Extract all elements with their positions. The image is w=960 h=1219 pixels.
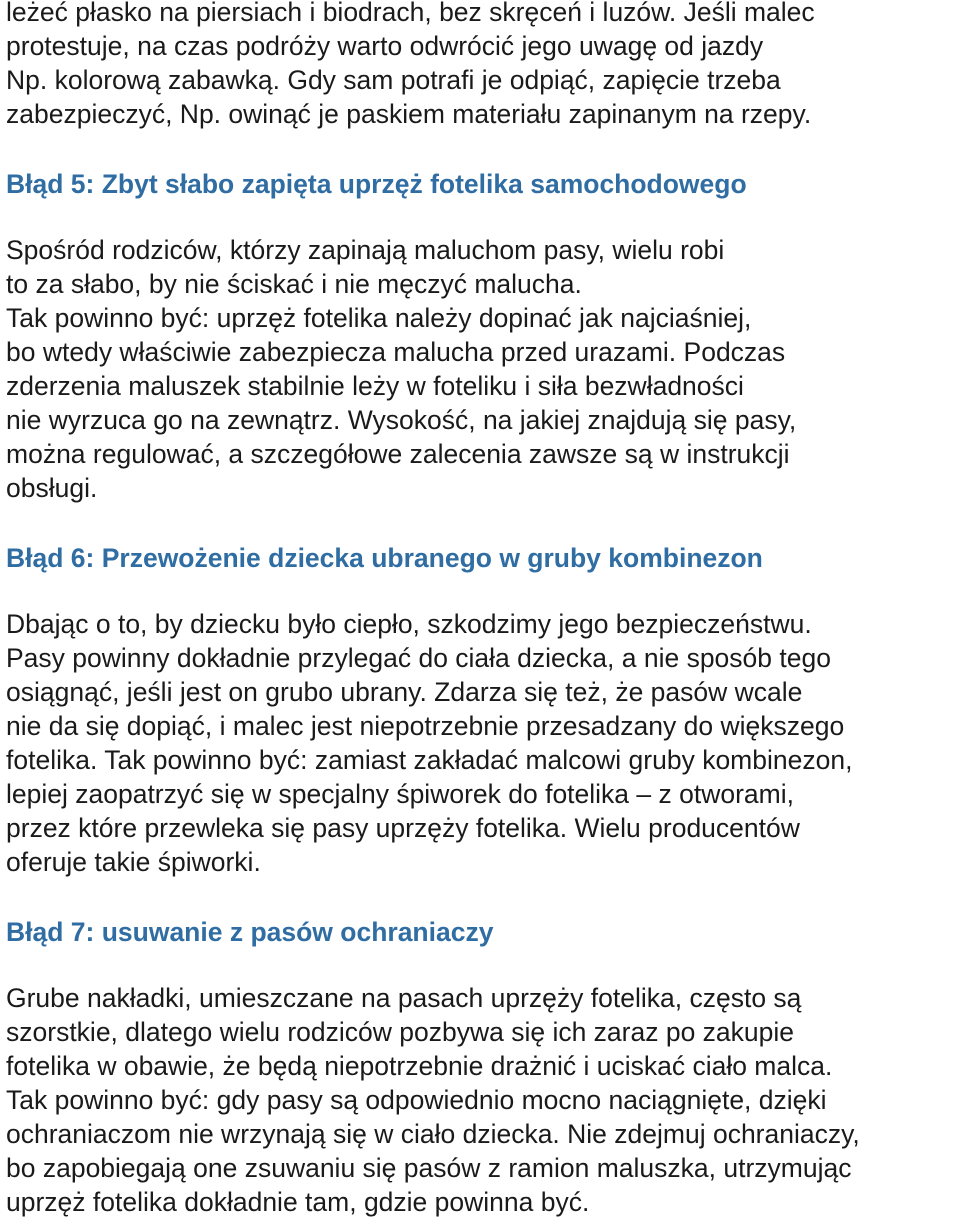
text-line: Dbając o to, by dziecku było ciepło, szkodzimy jego bezpieczeństwu. xyxy=(6,609,812,639)
text-line: Tak powinno być: gdy pasy są odpowiednio mocno naciągnięte, dzięki xyxy=(6,1085,827,1115)
text-line: osiągnąć, jeśli jest on grubo ubrany. Zdarza się też, że pasów wcale xyxy=(6,677,803,707)
text-line: przez które przewleka się pasy uprzęży fotelika. Wielu producentów xyxy=(6,813,800,843)
section-paragraph-error-7 xyxy=(6,981,958,1219)
text-line: nie da się dopiąć, i malec jest niepotrzebnie przesadzany do większego xyxy=(6,711,845,741)
text-line: Np. kolorową zabawką. Gdy sam potrafi je odpiąć, zapięcie trzeba xyxy=(6,65,781,95)
text-line: oferuje takie śpiworki. xyxy=(6,847,261,877)
section-paragraph-error-6 xyxy=(6,607,958,879)
section-heading-error-7: Błąd 7: usuwanie z pasów ochraniaczy xyxy=(6,917,494,947)
intro-paragraph xyxy=(6,0,958,131)
text-line: fotelika. Tak powinno być: zamiast zakładać malcowi gruby kombinezon, xyxy=(6,745,853,775)
text-line: bo wtedy właściwie zabezpiecza malucha przed urazami. Podczas xyxy=(6,337,786,367)
text-line: to za słabo, by nie ściskać i nie męczyć malucha. xyxy=(6,269,582,299)
section-heading-error-5: Błąd 5: Zbyt słabo zapięta uprzęż fotelika samochodowego xyxy=(6,169,747,199)
text-line: szorstkie, dlatego wielu rodziców pozbywa się ich zaraz po zakupie xyxy=(6,1017,795,1047)
text-line: bo zapobiegają one zsuwaniu się pasów z ramion maluszka, utrzymując xyxy=(6,1153,852,1183)
text-line: protestuje, na czas podróży warto odwrócić jego uwagę od jazdy xyxy=(6,31,764,61)
text-line: Spośród rodziców, którzy zapinają maluchom pasy, wielu robi xyxy=(6,235,725,265)
text-line: Grube nakładki, umieszczane na pasach uprzęży fotelika, często są xyxy=(6,983,802,1013)
section-paragraph-error-5 xyxy=(6,233,958,505)
text-line: uprzęż fotelika dokładnie tam, gdzie powinna być. xyxy=(6,1187,590,1217)
text-line: można regulować, a szczegółowe zalecenia zawsze są w instrukcji xyxy=(6,439,790,469)
text-line: zderzenia maluszek stabilnie leży w foteliku i siła bezwładności xyxy=(6,371,744,401)
document-page xyxy=(6,0,958,1219)
text-line: zabezpieczyć, Np. owinąć je paskiem materiału zapinanym na rzepy. xyxy=(6,99,812,129)
text-line: ochraniaczom nie wrzynają się w ciało dziecka. Nie zdejmuj ochraniaczy, xyxy=(6,1119,860,1149)
text-line: Pasy powinny dokładnie przylegać do ciała dziecka, a nie sposób tego xyxy=(6,643,831,673)
text-line: fotelika w obawie, że będą niepotrzebnie drażnić i uciskać ciało malca. xyxy=(6,1051,833,1081)
text-line: Tak powinno być: uprzęż fotelika należy dopinać jak najciaśniej, xyxy=(6,303,752,333)
text-line: lepiej zaopatrzyć się w specjalny śpiworek do fotelika – z otworami, xyxy=(6,779,794,809)
section-heading-error-6: Błąd 6: Przewożenie dziecka ubranego w gruby kombinezon xyxy=(6,543,763,573)
text-line: leżeć płasko na piersiach i biodrach, bez skręceń i luzów. Jeśli malec xyxy=(6,0,815,27)
text-line: obsługi. xyxy=(6,473,98,503)
text-line: nie wyrzuca go na zewnątrz. Wysokość, na jakiej znajdują się pasy, xyxy=(6,405,797,435)
